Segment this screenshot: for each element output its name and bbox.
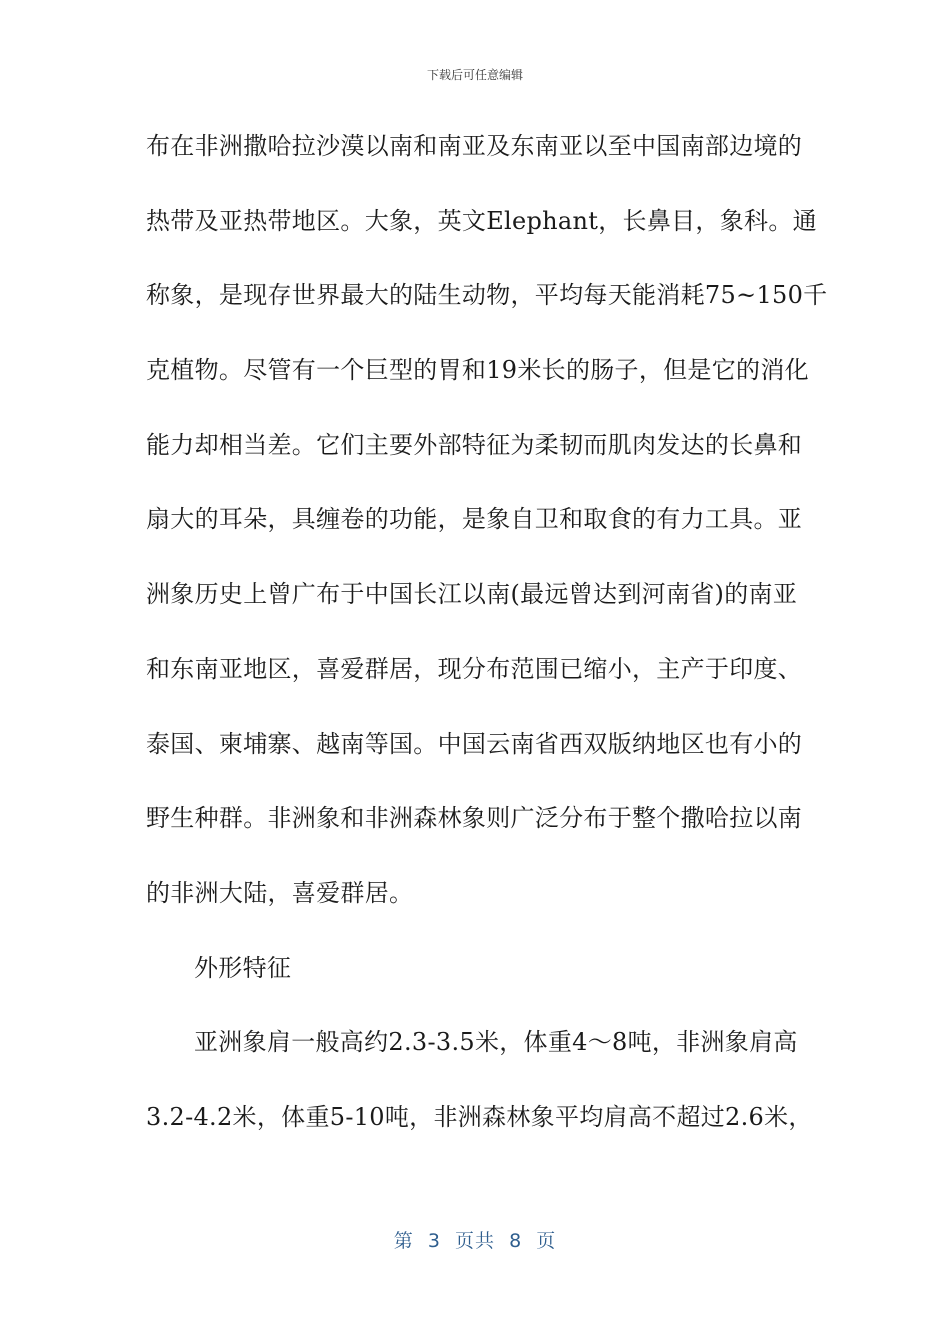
paragraph-line: 扇大的耳朵，具缠卷的功能，是象自卫和取食的有力工具。亚: [146, 505, 803, 534]
section-heading: 外形特征: [194, 953, 292, 982]
paragraph-line: 的非洲大陆，喜爱群居。: [146, 878, 414, 907]
paragraph-line: 能力却相当差。它们主要外部特征为柔韧而肌肉发达的长鼻和: [146, 430, 803, 459]
paragraph-line: 亚洲象肩一般高约2.3-3.5米，体重4～8吨，非洲象肩高: [194, 1028, 798, 1057]
paragraph-line: 3.2-4.2米，体重5-10吨，非洲森林象平均肩高不超过2.6米，: [146, 1102, 813, 1131]
paragraph-line: 克植物。尽管有一个巨型的胃和19米长的肠子，但是它的消化: [146, 356, 809, 385]
paragraph-line: 野生种群。非洲象和非洲森林象则广泛分布于整个撒哈拉以南: [146, 804, 803, 833]
paragraph-line: 称象，是现存世界最大的陆生动物，平均每天能消耗75~150千: [146, 281, 828, 310]
document-body: [146, 124, 828, 1170]
paragraph-line: 洲象历史上曾广布于中国长江以南(最远曾达到河南省)的南亚: [146, 580, 798, 609]
page-number-footer: [0, 1226, 950, 1253]
page-number-text: 第 3 页共 8 页: [393, 1230, 557, 1252]
paragraph-line: 和东南亚地区，喜爱群居，现分布范围已缩小，主产于印度、: [146, 654, 803, 683]
page-header: 下载后可任意编辑: [426, 68, 523, 82]
paragraph-line: 泰国、柬埔寨、越南等国。中国云南省西双版纳地区也有小的: [146, 729, 803, 758]
paragraph-line: 布在非洲撒哈拉沙漠以南和南亚及东南亚以至中国南部边境的: [146, 132, 803, 160]
paragraph-line: 热带及亚热带地区。大象，英文Elephant，长鼻目，象科。通: [146, 206, 817, 235]
